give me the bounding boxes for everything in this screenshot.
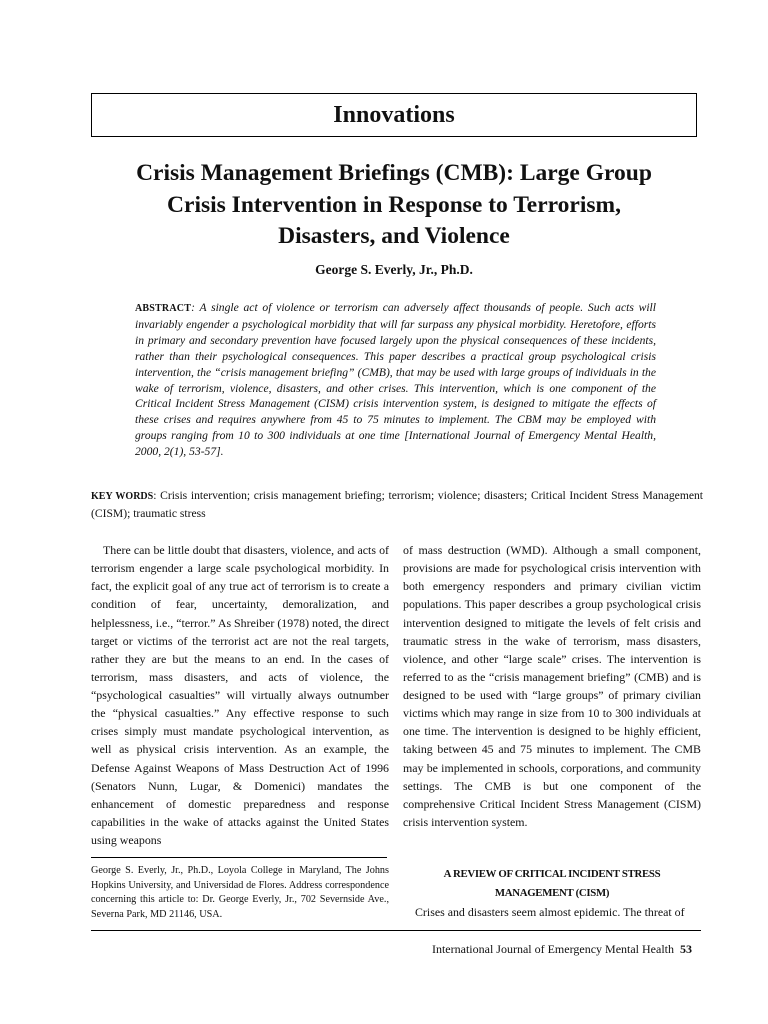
section-label-box (91, 93, 697, 137)
title-line-3: Disasters, and Violence (278, 223, 510, 249)
footer-rule (91, 930, 701, 931)
keywords-label: KEY WORDS (91, 491, 154, 502)
body-paragraph-left: There can be little doubt that disasters, violence, and acts of terrorism engender a large scale psychological morbidity. In fact, the explicit goal of any true act of terrorism is to create a condition of fear, uncertainty, demoralization, and helplessness, i.e., “terror.” As Shreiber (1978) noted, the direct target or victims of the terrorist act are not the real targets, rather they are but the means to an end. In the cases of terrorism, mass disasters, and acts of violence, the “psychological casualties” will virtually always outnumber the “physical casualties.” Any effective response to such crises simply must mandate psychological intervention, as well as physical crisis intervention. As an example, the Defense Against Weapons of Mass Destruction Act of 1996 (Senators Nunn, Lugar, & Domenici) mandates the enhancement of domestic preparedness and response capabilities in the wake of attacks against the United States using weapons (91, 543, 389, 847)
abstract-label: ABSTRACT (135, 303, 192, 314)
page-footer (91, 942, 692, 957)
abstract-text: : A single act of violence or terrorism can adversely affect thousands of people. Such acts will invariably engender a psychological morbidity that will far surpass any physical morbidity. Heretofore, efforts in primary and secondary prevention have focused largely upon the physical consequences of these incidents, rather than their psychological consequences. This paper describes a practical group psychological crisis intervention, the “crisis management briefing” (CMB), that may be used with large groups of individuals in the wake of terrorism, violence, disasters, and other crises. This intervention, which is one component of the Critical Incident Stress Management (CISM) crisis intervention system, is designed to mitigate the effects of these crises and requires anywhere from 45 to 75 minutes to implement. The CBM may be employed with groups ranging from 10 to 300 individuals at one time [International Journal of Emergency Mental Health, 2000, 2(1), 53-57]. (135, 301, 656, 459)
title-line-1: Crisis Management Briefings (CMB): Large Group (136, 160, 652, 186)
keywords (91, 487, 703, 522)
author-name: George S. Everly, Jr., Ph.D. (315, 262, 473, 277)
footnote-separator (91, 857, 387, 858)
article-title (80, 158, 708, 253)
page-number: 53 (680, 942, 692, 956)
continuation-text: Crises and disasters seem almost epidemic. The threat of (415, 905, 685, 919)
author-footnote: George S. Everly, Jr., Ph.D., Loyola College in Maryland, The Johns Hopkins University, and Universidad de Flores. Address correspondence concerning this article to: Dr. George Everly, Jr., 702 Severnside Ave., Severna Park, MD 21146, USA. (91, 865, 389, 920)
section-heading (403, 865, 701, 903)
journal-name: International Journal of Emergency Mental Health (431, 942, 674, 956)
body-column-right (403, 541, 701, 831)
abstract (135, 300, 656, 460)
section-heading-line-2: MANAGEMENT (CISM) (494, 887, 610, 899)
title-line-2: Crisis Intervention in Response to Terrorism, (167, 191, 621, 218)
body-column-left (91, 541, 389, 849)
body-paragraph-right: of mass destruction (WMD). Although a small component, provisions are made for psychological crisis intervention with both emergency responders and primary civilian victim populations. This paper describes a group psychological crisis intervention designed to mitigate the levels of felt crisis and traumatic stress in the wake of terrorism, mass disasters, violence, and other “large scale” crises. The intervention is referred to as the “crisis management briefing” (CMB) and is designed to be used with “large groups” of primary civilian victims which may range in size from 10 to 300 individuals at one time. The intervention is designed to be highly efficient, taking between 45 and 75 minutes to implement. The CMB may be implemented in schools, corporations, and community settings. The CMB is but one component of the comprehensive Critical Incident Stress Management (CISM) crisis intervention system. (403, 543, 701, 829)
keywords-text: : Crisis intervention; crisis management briefing; terrorism; violence; disasters; Critical Incident Stress Management (CISM); traumatic stress (91, 489, 704, 520)
section-label: Innovations (333, 102, 455, 128)
section-heading-line-1: A REVIEW OF CRITICAL INCIDENT STRESS (443, 868, 661, 880)
